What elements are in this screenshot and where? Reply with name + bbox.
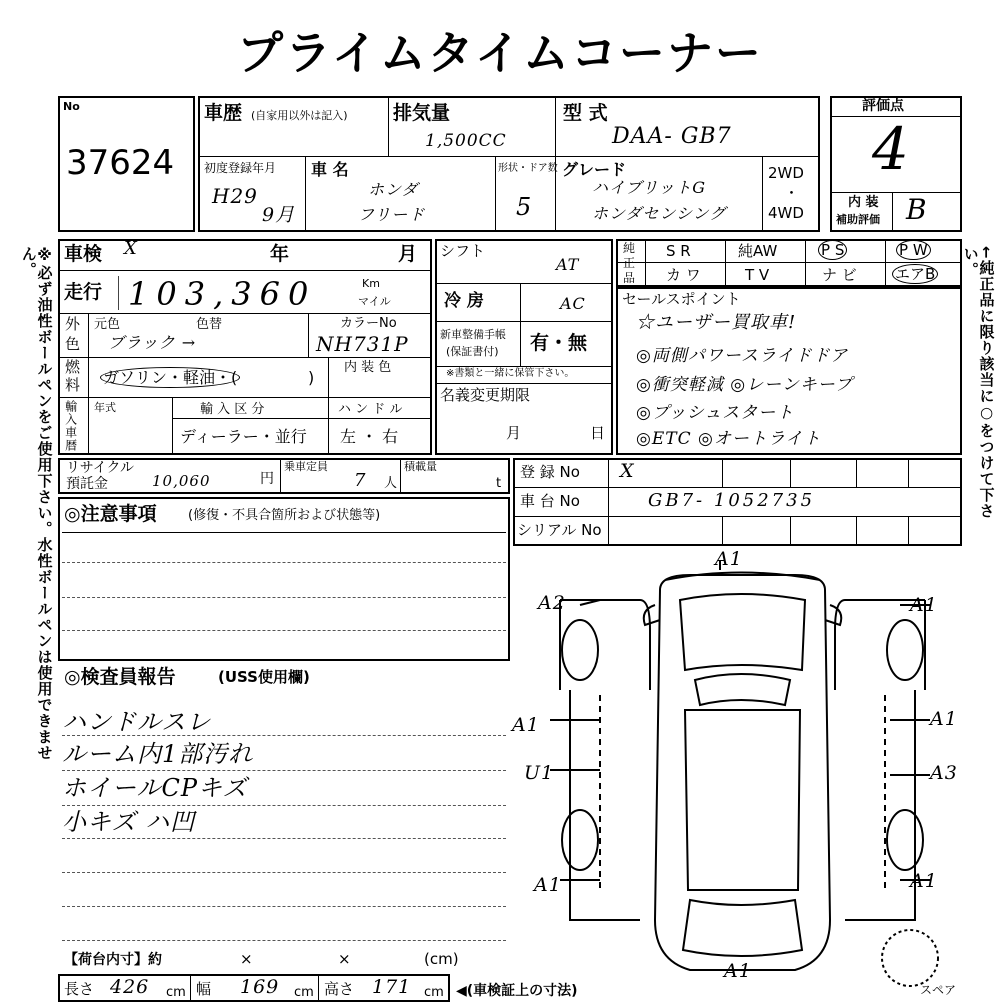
color-code: NH731P <box>316 332 409 356</box>
mark-front: A1 <box>715 548 743 570</box>
sales-line-2: ◎両側パワースライドドア <box>636 346 848 366</box>
mark-front-right: A1 <box>910 594 938 616</box>
inspection-month: 月 <box>398 243 418 265</box>
width-value: 169 <box>240 976 280 998</box>
inspection-value: X <box>124 238 138 259</box>
name-line1: ホンダ <box>368 180 419 199</box>
import-class-label: 輸 入 区 分 <box>200 402 265 417</box>
mark-front-left: A2 <box>538 592 566 614</box>
model-label: 型 式 <box>563 102 608 124</box>
recycle-label2: 預託金 <box>66 476 108 492</box>
mark-right-door: A1 <box>930 708 958 730</box>
lot-number: 37624 <box>66 143 175 183</box>
inspector-line-4: 小キズ ハ凹 <box>62 808 196 836</box>
equip-aw: 純AW <box>738 242 778 260</box>
fuel-side-1: 燃 <box>65 358 81 376</box>
mark-rear-left: A1 <box>534 874 562 896</box>
sales-line-5: ◎ETC ◎オートライト <box>636 429 822 449</box>
inspector-line-1: ハンドルスレ <box>62 708 212 736</box>
mark-rear-right: A1 <box>910 870 938 892</box>
shift-label: シフト <box>440 242 486 260</box>
fuel-options: ガソリン・軽油・( <box>100 370 240 386</box>
equip-tv: T V <box>745 266 770 284</box>
import-side-label: 輸入車暦 <box>63 400 78 452</box>
score-value: 4 <box>872 115 910 183</box>
capacity-value: 7 <box>354 470 367 491</box>
displacement-label: 排気量 <box>393 102 451 124</box>
spare-label: スペア <box>920 983 957 997</box>
equip-ps: P S <box>818 243 847 258</box>
side-note-right: ←純正品に限り該当に○をつけて下さい。 <box>961 246 996 519</box>
equip-side-1: 純 <box>623 241 636 255</box>
score-label: 評価点 <box>862 98 904 114</box>
dims-note: ◀(車検証上の寸法) <box>456 983 578 999</box>
color-orig-label: 元色 <box>94 317 121 332</box>
doors-value: 5 <box>516 193 533 221</box>
cargo-unit: (cm) <box>424 950 459 968</box>
cargo-label: 【荷台内寸】約 <box>64 952 162 968</box>
ac-value: AC <box>560 294 586 313</box>
inspector-sub: (USS使用欄) <box>218 668 310 686</box>
cargo-x1: × <box>240 950 253 968</box>
side-note-left: ※必ず油性ボールペンをご使用下さい。水性ボールペンは使用できません。 <box>19 246 54 761</box>
serial-label: シリアル No <box>517 521 602 539</box>
recycle-label1: リサイクル <box>66 460 135 476</box>
color-code-label: カラーNo <box>340 316 397 331</box>
height-value: 171 <box>372 976 412 998</box>
capacity-label: 乗車定員 <box>284 460 328 473</box>
car-diagram <box>540 560 960 990</box>
notes-label: ◎注意事項 <box>64 503 157 525</box>
equip-side-3: 品 <box>623 271 636 285</box>
mileage-label: 走行 <box>64 281 103 303</box>
sales-line-4: ◎プッシュスタート <box>636 403 795 423</box>
equip-navi: ナ ビ <box>822 266 857 284</box>
name-change-day: 日 <box>590 424 606 442</box>
capacity-unit: 人 <box>384 476 398 491</box>
recycle-unit: 円 <box>260 471 274 487</box>
length-value: 426 <box>110 976 150 998</box>
mark-left-door: A1 <box>512 714 540 736</box>
interior-color-label: 内 装 色 <box>344 360 392 375</box>
page-title: プライムタイムコーナー <box>237 26 763 80</box>
sales-line-1: ☆ユーザー買取車! <box>636 312 797 333</box>
color-side-1: 外 <box>65 315 81 333</box>
interior-label2: 補助評価 <box>836 213 880 226</box>
mark-rear: A1 <box>724 960 752 982</box>
length-unit: cm <box>166 985 186 1000</box>
equip-pw: P W <box>896 243 931 258</box>
drive-2wd: 2WD <box>768 164 804 182</box>
width-label: 幅 <box>196 980 212 998</box>
doors-label: 形状・ドア数 <box>498 163 558 174</box>
ac-label: 冷 房 <box>444 291 484 311</box>
shift-value: AT <box>556 255 580 274</box>
name-label: 車 名 <box>311 160 349 179</box>
sales-line-3: ◎衝突軽減 ◎レーンキープ <box>636 375 853 395</box>
color-change-label: 色替 <box>196 317 223 332</box>
load-unit: t <box>496 476 502 491</box>
first-reg-year: H29 <box>212 184 258 208</box>
drive-4wd: 4WD <box>768 204 804 222</box>
import-year-label: 年式 <box>94 401 116 414</box>
warranty-label2: (保証書付) <box>446 345 499 358</box>
inspection-label: 車検 <box>64 243 103 265</box>
import-class-options: ディーラー・並行 <box>180 427 307 446</box>
registration-label: 登 録 No <box>520 463 580 481</box>
equip-kawa: カ ワ <box>666 266 701 284</box>
inspector-line-2: ルーム内1部汚れ <box>62 740 254 768</box>
lot-no-label: No <box>63 100 80 113</box>
grade-label: グレード <box>562 160 627 179</box>
name-change-label: 名義変更期限 <box>440 386 531 404</box>
sales-points-label: セールスポイント <box>622 290 741 308</box>
inspector-label: ◎検査員報告 <box>64 666 176 688</box>
mileage-value: 103,360 <box>128 275 317 313</box>
warranty-note: ※書類と一緒に保管下さい。 <box>446 368 575 379</box>
name-line2: フリード <box>358 205 426 224</box>
fuel-close: ) <box>308 368 315 387</box>
load-label: 積載量 <box>404 460 437 473</box>
mileage-unit-mile: マイル <box>358 295 391 308</box>
first-reg-month: 9月 <box>262 204 296 226</box>
inspector-line-3: ホイールCPキズ <box>62 774 248 802</box>
interior-label1: 内 装 <box>848 195 879 210</box>
chassis-value: GB7- 1052735 <box>648 490 816 511</box>
mark-left-rear-door: U1 <box>524 762 555 784</box>
mark-right-rear-door: A3 <box>930 762 958 784</box>
color-side-2: 色 <box>65 335 81 353</box>
height-unit: cm <box>424 985 444 1000</box>
interior-score: B <box>906 193 928 226</box>
history-note: (自家用以外は記入) <box>251 109 348 122</box>
equip-sr: S R <box>666 242 691 260</box>
length-label: 長さ <box>64 980 95 998</box>
notes-sub: (修復・不具合箇所および状態等) <box>188 508 381 523</box>
registration-value: X <box>620 460 635 482</box>
handle-options: 左 ・ 右 <box>340 427 399 446</box>
chassis-label: 車 台 No <box>520 492 580 510</box>
handle-label: ハ ン ド ル <box>338 402 403 417</box>
height-label: 高さ <box>324 980 355 998</box>
history-label: 車歴 <box>204 102 243 124</box>
name-change-month: 月 <box>506 424 522 442</box>
first-reg-label: 初度登録年月 <box>204 161 277 175</box>
inspection-year: 年 <box>270 243 290 265</box>
recycle-value: 10,060 <box>152 472 211 490</box>
width-unit: cm <box>294 985 314 1000</box>
warranty-options: 有・無 <box>530 332 588 354</box>
mileage-unit-km: Km <box>362 277 380 290</box>
drive-dot: ・ <box>784 184 800 202</box>
grade-line1: ハイブリットG <box>592 178 707 197</box>
model-value: DAA- GB7 <box>612 124 732 149</box>
cargo-x2: × <box>338 950 351 968</box>
grade-line2: ホンダセンシング <box>592 204 727 223</box>
equip-airbag: エアB <box>892 267 938 282</box>
displacement-value: 1,500CC <box>425 131 507 151</box>
equip-side-2: 正 <box>623 256 636 270</box>
warranty-label1: 新車整備手帳 <box>440 328 506 341</box>
color-orig: ブラック → <box>108 333 197 352</box>
fuel-side-2: 料 <box>65 376 81 394</box>
